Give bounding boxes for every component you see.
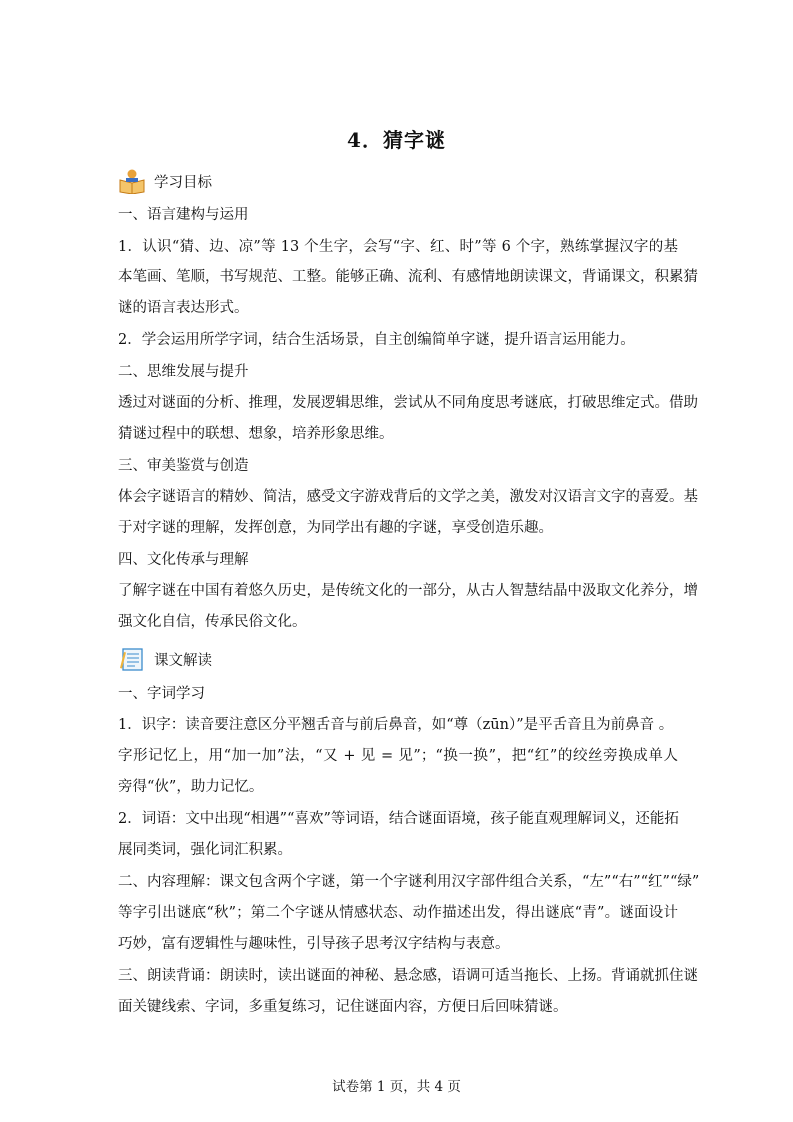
paragraph-line: 三、朗读背诵：朗读时，读出谜面的神秘、悬念感，语调可适当拖长、上扬。背诵就抓住谜 [118, 968, 698, 984]
subheading: 一、语言建构与运用 [118, 207, 249, 223]
paragraph-line: 旁得“伙”，助力记忆。 [118, 779, 264, 795]
section-heading-label: 学习目标 [154, 174, 212, 191]
subheading: 三、审美鉴赏与创造 [118, 458, 249, 474]
paragraph-line: 2．词语：文中出现“相遇”“喜欢”等词语，结合谜面语境，孩子能直观理解词义，还能拓 [118, 811, 679, 827]
paragraph-line: 猜谜过程中的联想、想象，培养形象思维。 [118, 426, 394, 442]
page-footer: 试卷第 1 页，共 4 页 [332, 1079, 461, 1095]
section-heading-learning-goals [118, 167, 212, 195]
paragraph-line: 二、内容理解：课文包含两个字谜，第一个字谜利用汉字部件组合关系，“左”“右”“红”“绿” [118, 874, 700, 890]
subheading: 二、思维发展与提升 [118, 364, 249, 380]
paragraph-line: 等字引出谜底“秋”；第二个字谜从情感状态、动作描述出发，得出谜底“青”。谜面设计 [118, 905, 678, 921]
paragraph-line: 谜的语言表达形式。 [118, 300, 249, 316]
page-title: 4．猜字谜 [347, 128, 446, 152]
paragraph-line: 字形记忆上，用“加一加”法，“又 + 见 = 见”；“换一换”，把“红”的绞丝旁换成单人 [118, 748, 678, 764]
paragraph-line: 本笔画、笔顺，书写规范、工整。能够正确、流利、有感情地朗读课文，背诵课文，积累猜 [118, 269, 698, 285]
paragraph-line: 于对字谜的理解，发挥创意，为同学出有趣的字谜，享受创造乐趣。 [118, 520, 553, 536]
paragraph-line: 2．学会运用所学字词，结合生活场景，自主创编简单字谜，提升语言运用能力。 [118, 332, 635, 348]
section-heading-label: 课文解读 [154, 652, 212, 669]
paragraph-line: 体会字谜语言的精妙、简洁，感受文字游戏背后的文学之美，激发对汉语言文字的喜爱。基 [118, 489, 698, 505]
section-heading-text-reading [118, 645, 212, 673]
paragraph-line: 1．识字：读音要注意区分平翘舌音与前后鼻音，如“尊（zūn）”是平舌音且为前鼻音 。 [118, 717, 674, 733]
paragraph-line: 展同类词，强化词汇积累。 [118, 842, 292, 858]
paragraph-line: 面关键线索、字词，多重复练习，记住谜面内容，方便日后回味猜谜。 [118, 999, 568, 1015]
subheading: 一、字词学习 [118, 686, 205, 702]
paragraph-line: 强文化自信，传承民俗文化。 [118, 614, 307, 630]
paragraph-line: 透过对谜面的分析、推理，发展逻辑思维，尝试从不同角度思考谜底，打破思维定式。借助 [118, 395, 698, 411]
paragraph-line: 1．认识“猜、边、凉”等 13 个生字，会写“字、红、时”等 6 个字，熟练掌握汉字的基 [118, 239, 678, 255]
paragraph-line: 了解字谜在中国有着悠久历史，是传统文化的一部分，从古人智慧结晶中汲取文化养分，增 [118, 583, 698, 599]
paragraph-line: 巧妙，富有逻辑性与趣味性，引导孩子思考汉字结构与表意。 [118, 936, 510, 952]
notebook-icon [118, 646, 146, 672]
reading-person-icon [118, 168, 146, 194]
subheading: 四、文化传承与理解 [118, 552, 249, 568]
